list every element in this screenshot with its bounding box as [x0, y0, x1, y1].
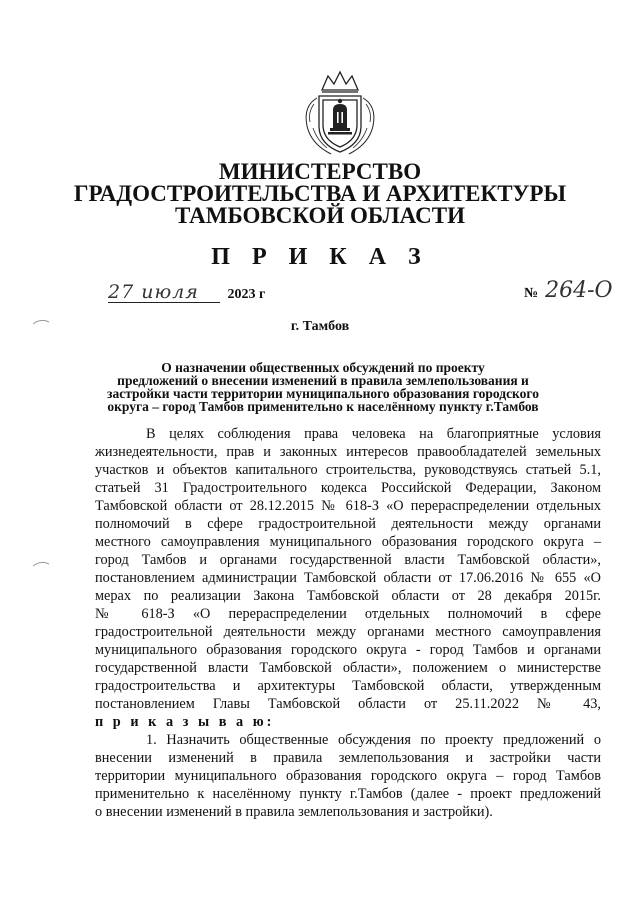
body-text-line: жизнедеятельности, прав и законных интересов правообладателей земельных [95, 444, 601, 460]
body-text-line: муниципального образования городского округа - город Тамбов и органами [95, 642, 601, 658]
margin-hole-mark [32, 318, 50, 326]
handwritten-date: 27 июля [108, 282, 220, 303]
margin-hole-mark [32, 560, 50, 568]
item-1-line: внесении изменений в правила землепользования и застройки части [95, 750, 601, 766]
order-date [108, 282, 265, 303]
body-text-line: градостроительной деятельности между органами местного самоуправления [95, 624, 601, 640]
body-text-line: государственной власти Тамбовской области», положением о министерстве [95, 660, 601, 676]
subject-line: округа – город Тамбов применительно к населённому пункту г.Тамбов [107, 399, 539, 414]
ministry-name-line-2: ГРАДОСТРОИТЕЛЬСТВА И АРХИТЕКТУРЫ [73, 181, 567, 206]
body-text-line: полномочий в сфере градостроительной деятельности между органами [95, 516, 601, 532]
item-1-line: 1. Назначить общественные обсуждения по проекту предложений о [146, 732, 601, 748]
item-1-line: территории муниципального образования городского округа – город Тамбов [95, 768, 601, 784]
body-text-line: градостроительства и архитектуры Тамбовской области, утвержденным [95, 678, 601, 694]
body-text-line: постановлением Главы Тамбовской области от 25.11.2022 № 43, [95, 696, 601, 712]
order-year: 2023 г [227, 287, 266, 302]
order-subject [88, 361, 558, 413]
coat-of-arms-emblem [297, 62, 383, 158]
body-text-line: В целях соблюдения права человека на благоприятные условия [146, 426, 601, 442]
body-text-line: город Тамбов и органами государственной власти Тамбовской области», [95, 552, 601, 568]
subject-line: предложений о внесении изменений в правила землепользования и [117, 373, 529, 388]
body-text-line: участков и объектов капитального строительства, руководствуясь статьей 5.1, [95, 462, 601, 478]
item-1-line: о внесении изменений в правила землепользования и застройки). [95, 804, 493, 820]
body-text-line: № 618-З «О перераспределении отдельных полномочий в сфере [95, 606, 601, 622]
body-text-line: местного самоуправления муниципального образования городского округа – [95, 534, 601, 550]
prikazyvau-word [95, 713, 601, 731]
prikazyvau-label: п р и к а з ы в а ю: [95, 714, 275, 730]
subject-line: застройки части территории муниципального образования городского [107, 386, 539, 401]
city-name: г. Тамбов [290, 319, 350, 334]
handwritten-number: 264-О [545, 278, 613, 303]
ministry-name-line-1: МИНИСТЕРСТВО [218, 159, 422, 184]
body-text-line: статьей 31 Градостроительного кодекса Российской Федерации, Законом [95, 480, 601, 496]
ministry-name-line-3: ТАМБОВСКОЙ ОБЛАСТИ [174, 203, 465, 228]
body-text-line: постановлением администрации Тамбовской области от 17.06.2016 № 655 «О [95, 570, 601, 586]
order-number [524, 278, 613, 303]
body-text-line: Тамбовской области от 28.12.2015 № 618-З «О перераспределении отдельных [95, 498, 601, 514]
order-title: П Р И К А З [211, 244, 429, 270]
body-text-line: мерах по реализации Закона Тамбовской области от 28 декабря 2015г. [95, 588, 601, 604]
item-1-line: применительно к населённому пункту г.Тамбов (далее - проект предложений [95, 786, 601, 802]
subject-line: О назначении общественных обсуждений по проекту [161, 360, 485, 375]
coat-of-arms-icon [297, 62, 383, 158]
number-sign: № [524, 286, 539, 301]
